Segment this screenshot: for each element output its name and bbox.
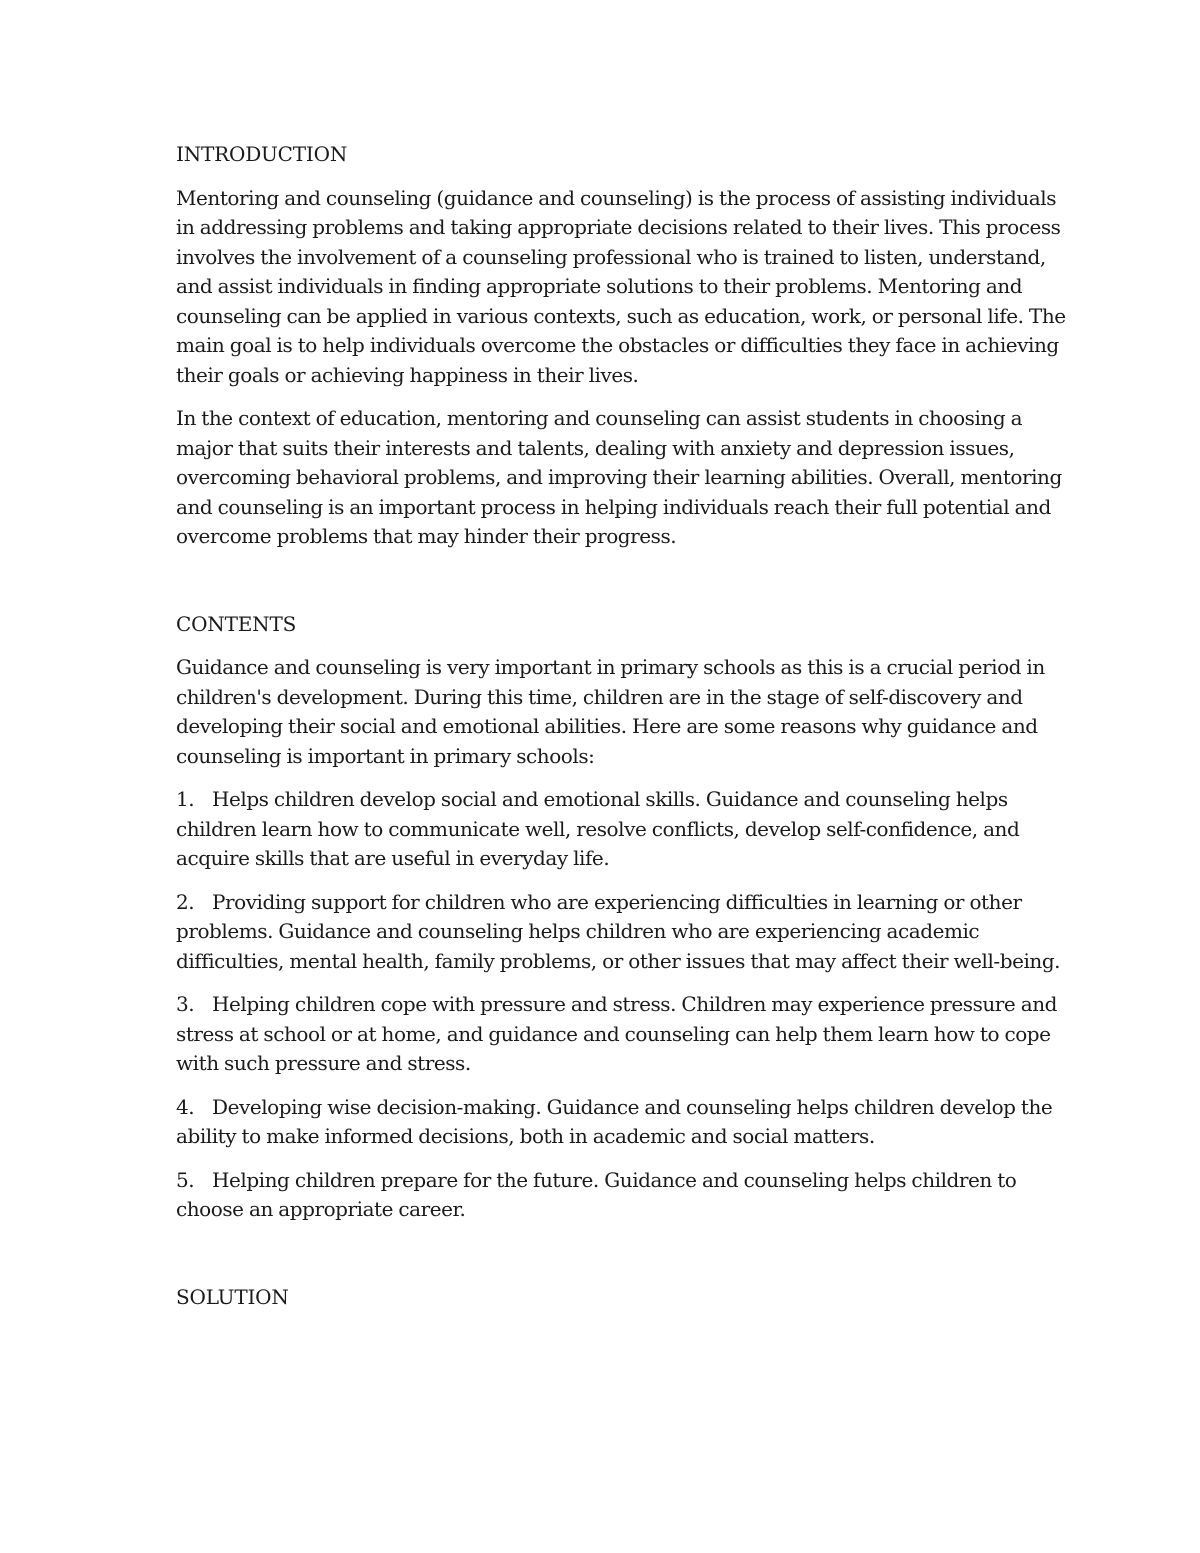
list-item-3 [176, 990, 1066, 1079]
list-item-4 [176, 1093, 1066, 1152]
list-item-text: Providing support for children who are experiencing difficulties in learning or other problems. Guidance and counseling helps children who are experiencing academic difficulties, mental health, family problems, or other issues that may affect their well-being. [176, 889, 1061, 973]
introduction-heading: INTRODUCTION [176, 142, 348, 166]
introduction-paragraph-1: Mentoring and counseling (guidance and counseling) is the process of assisting individuals in addressing problems and taking appropriate decisions related to their lives. This process involves the involvement of a counseling professional who is trained to listen, understand, and assist individuals in finding appropriate solutions to their problems. Mentoring and counseling can be applied in various contexts, such as education, work, or personal life. The main goal is to help individuals overcome the obstacles or difficulties they face in achieving their goals or achieving happiness in their lives. [176, 185, 1066, 387]
introduction-paragraph-2: In the context of education, mentoring and counseling can assist students in choosing a major that suits their interests and talents, dealing with anxiety and depression issues, overcoming behavioral problems, and improving their learning abilities. Overall, mentoring and counseling is an important process in helping individuals reach their full potential and overcome problems that may hinder their progress. [176, 406, 1062, 548]
list-item-number: 5. [176, 1167, 195, 1192]
section-spacer [176, 566, 1066, 610]
list-item-text: Helping children prepare for the future. Guidance and counseling helps children to choose an appropriate career. [176, 1167, 1017, 1221]
list-item-number: 4. [176, 1094, 195, 1119]
list-item-1 [176, 785, 1066, 874]
list-item-2 [176, 888, 1066, 977]
contents-heading: CONTENTS [176, 611, 297, 636]
document-page [176, 140, 1066, 1326]
list-item-text: Helping children cope with pressure and stress. Children may experience pressure and stress at school or at home, and guidance and counseling can help them learn how to cope with such pressure and stress. [176, 992, 1057, 1075]
list-item-number: 1. [176, 787, 195, 811]
section-spacer [176, 1239, 1066, 1283]
list-item-number: 3. [176, 992, 195, 1016]
list-item-number: 2. [176, 889, 195, 914]
solution-heading: SOLUTION [176, 1284, 289, 1309]
list-item-5 [176, 1166, 1066, 1225]
contents-intro-paragraph: Guidance and counseling is very important in primary schools as this is a crucial period in children's development. During this time, children are in the stage of self-discovery and developing their social and emotional abilities. Here are some reasons why guidance and counseling is important in primary schools: [176, 655, 1045, 768]
list-item-text: Helps children develop social and emotional skills. Guidance and counseling helps children learn how to communicate well, resolve conflicts, develop self-confidence, and acquire skills that are useful in everyday life. [176, 787, 1020, 870]
list-item-text: Developing wise decision-making. Guidance and counseling helps children develop the ability to make informed decisions, both in academic and social matters. [176, 1094, 1053, 1148]
